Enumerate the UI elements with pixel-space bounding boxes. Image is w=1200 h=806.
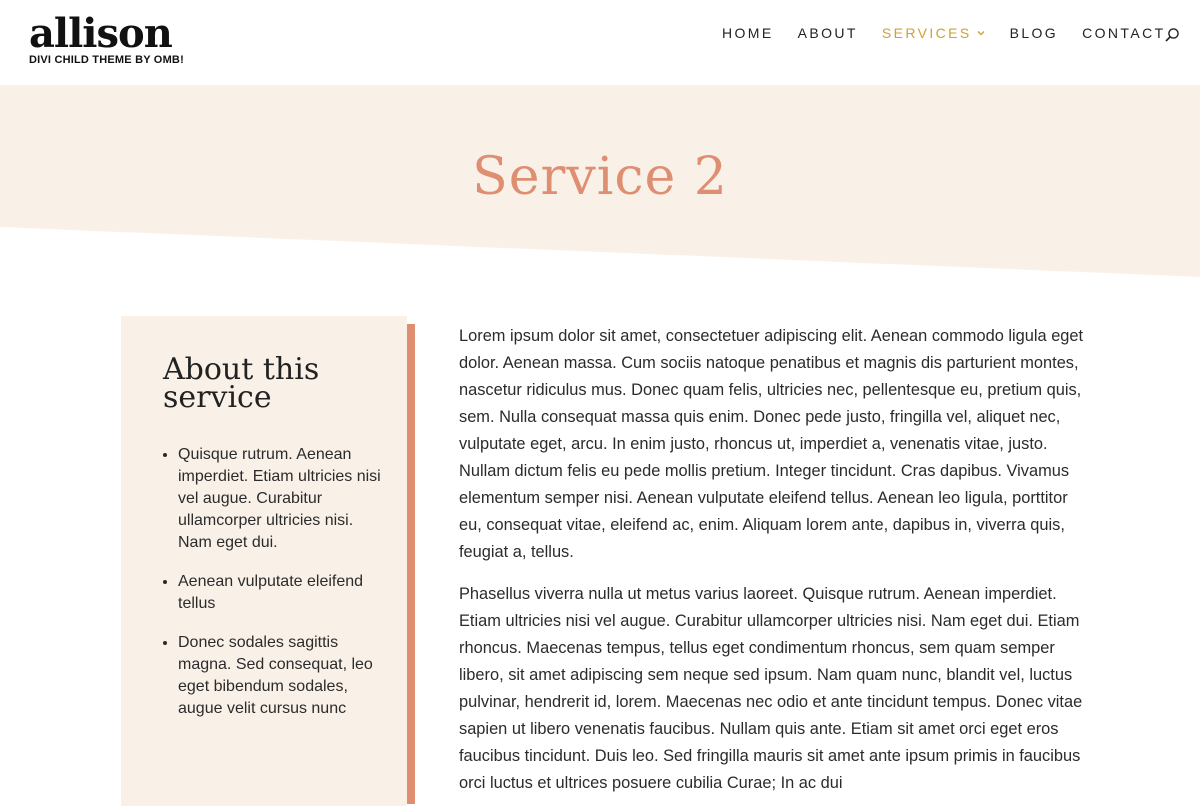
search-icon[interactable] bbox=[1164, 27, 1180, 43]
card-accent-bar bbox=[407, 324, 415, 804]
list-item: • Aenean vulputate eleifend tellus bbox=[178, 571, 388, 615]
page-title: Service 2 bbox=[472, 147, 728, 207]
card-title: About this service bbox=[163, 352, 320, 415]
site-logo[interactable] bbox=[29, 10, 184, 66]
nav-item-label: BLOG bbox=[1009, 25, 1059, 41]
chevron-down-icon bbox=[976, 28, 986, 38]
content-paragraph: Lorem ipsum dolor sit amet, consectetuer adipiscing elit. Aenean commodo ligula eget dolor. Aenean massa. Cum sociis natoque penatibus et magnis dis parturient montes, nascetur ridiculus mus. Donec quam felis, ultricies nec, pellentesque eu, pretium quis, sem. Nulla consequat massa quis enim. Donec pede justo, fringilla vel, aliquet nec, vulputate eget, arcu. In enim justo, rhoncus ut, imperdiet a, venenatis vitae, justo. Nullam dictum felis eu pede mollis pretium. Integer tincidunt. Cras dapibus. Vivamus elementum semper nisi. Aenean vulputate eleifend tellus. Aenean leo ligula, porttitor eu, consequat vitae, eleifend ac, enim. Aliquam lorem ante, dapibus in, viverra quis, feugiat a, tellus. bbox=[459, 327, 1084, 561]
nav-item-services[interactable] bbox=[882, 25, 986, 41]
service-features-list bbox=[159, 444, 388, 737]
nav-item-label: SERVICES bbox=[881, 25, 972, 41]
nav-item-home[interactable] bbox=[722, 25, 774, 41]
logo-tagline: DIVI CHILD THEME BY OMB! bbox=[29, 54, 184, 66]
nav-item-label: CONTACT bbox=[1082, 25, 1166, 41]
content-paragraph: Phasellus viverra nulla ut metus varius laoreet. Quisque rutrum. Aenean imperdiet. Etiam ultricies nisi vel augue. Curabitur ullamcorper ultricies nisi. Nam eget dui. Etiam rhoncus. Maecenas tempus, tellus eget condimentum rhoncus, sem quam semper libero, sit amet adipiscing sem neque sed ipsum. Nam quam nunc, blandit vel, luctus pulvinar, hendrerit id, lorem. Maecenas nec odio et ante tincidunt tempus. Donec vitae sapien ut libero venenatis faucibus. Nullam quis ante. Etiam sit amet orci eget eros faucibus tincidunt. Duis leo. Sed fringilla mauris sit amet ante ipsum primis in faucibus orci luctus et ultrices posuere cubilia Curae; In ac dui bbox=[459, 585, 1083, 792]
list-item: • Quisque rutrum. Aenean imperdiet. Etiam ultricies nisi vel augue. Curabitur ullamcorper ultricies nisi. Nam eget dui. bbox=[178, 444, 388, 554]
main-nav bbox=[722, 25, 1190, 41]
logo-wordmark: allison bbox=[29, 10, 172, 57]
nav-item-about[interactable] bbox=[798, 25, 858, 41]
hero-section bbox=[0, 85, 1200, 280]
list-item: • Donec sodales sagittis magna. Sed consequat, leo eget bibendum sodales, augue velit cursus nunc bbox=[178, 632, 388, 720]
main-content bbox=[459, 323, 1087, 800]
nav-item-contact[interactable] bbox=[1082, 25, 1165, 41]
nav-item-blog[interactable] bbox=[1010, 25, 1059, 41]
site-header bbox=[0, 0, 1200, 85]
nav-item-label: HOME bbox=[722, 25, 774, 41]
about-service-card bbox=[121, 316, 407, 806]
nav-item-label: ABOUT bbox=[797, 25, 858, 41]
